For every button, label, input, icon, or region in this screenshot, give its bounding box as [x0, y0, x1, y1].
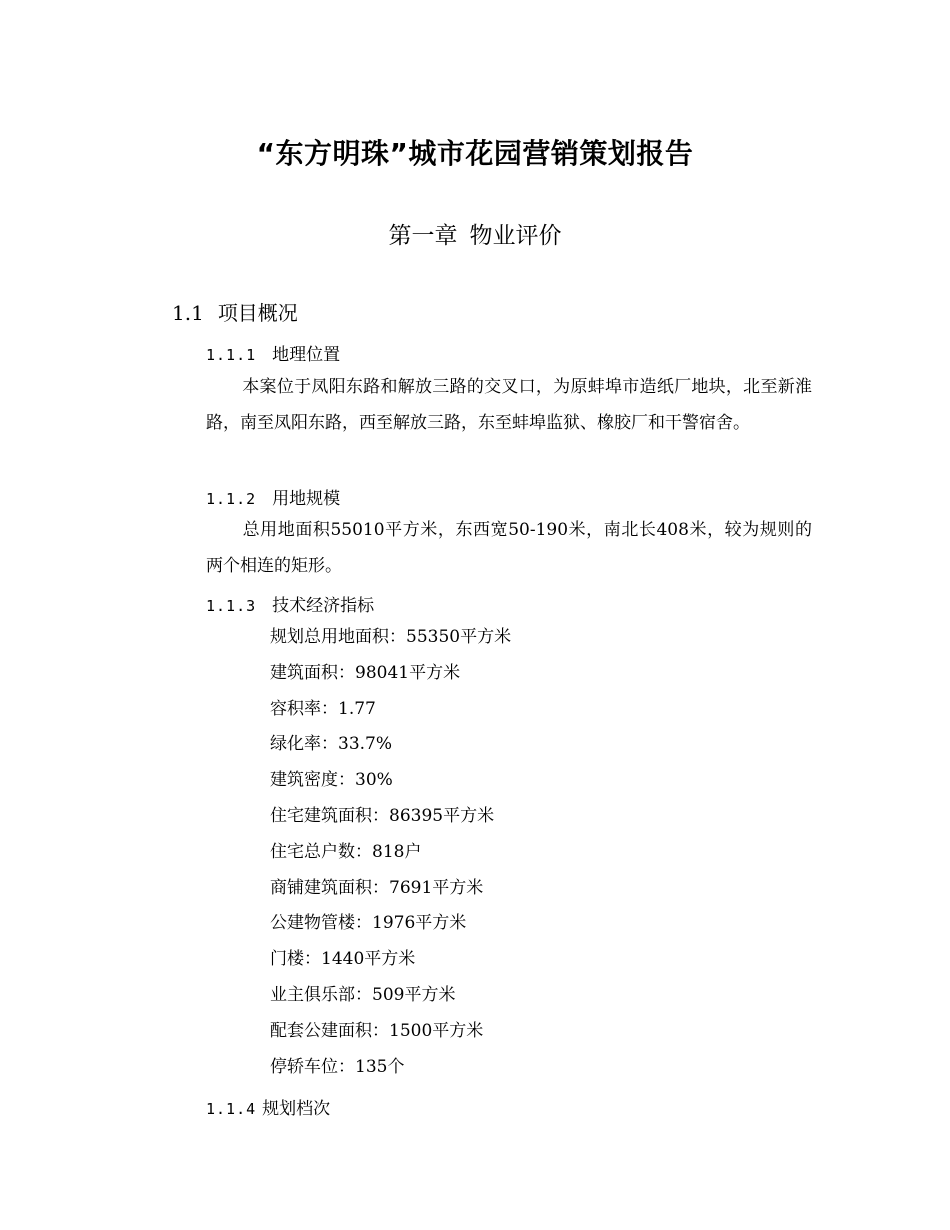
metric-value: 509平方米	[372, 984, 456, 1005]
metric-value: 1976平方米	[372, 913, 467, 934]
list-item	[270, 871, 511, 907]
subsection-number: 1.1.2	[206, 490, 257, 508]
metric-value: 1500平方米	[389, 1020, 484, 1041]
list-item	[270, 942, 511, 978]
subsection-heading-location	[206, 340, 340, 365]
metric-label: 门楼：	[270, 949, 321, 970]
location-text: 本案位于凤阳东路和解放三路的交叉口，为原蚌埠市造纸厂地块，北至新淮路，南至凤阳东路，西至解放三路，东至蚌埠监狱、橡胶厂和干警宿舍。	[206, 377, 812, 433]
list-item	[270, 1014, 511, 1050]
metric-value: 98041平方米	[355, 662, 461, 683]
land-scale-paragraph	[206, 512, 812, 584]
technical-indicators-list	[270, 620, 511, 1085]
metric-label: 建筑面积：	[270, 662, 355, 683]
list-item	[270, 620, 511, 656]
metric-value: 30%	[355, 770, 393, 791]
list-item	[270, 906, 511, 942]
land-scale-text: 总用地面积55010平方米，东西宽50-190米，南北长408米，较为规则的两个相连的矩形。	[206, 520, 812, 576]
metric-label: 公建物管楼：	[270, 913, 372, 934]
subsection-number: 1.1.3	[206, 597, 257, 615]
subsection-title: 地理位置	[272, 345, 341, 365]
metric-label: 建筑密度：	[270, 770, 355, 791]
metric-label: 业主俱乐部：	[270, 984, 372, 1005]
list-item	[270, 727, 511, 763]
list-item	[270, 656, 511, 692]
list-item	[270, 978, 511, 1014]
subsection-title: 技术经济指标	[272, 596, 375, 616]
subsection-title: 规划档次	[262, 1099, 331, 1119]
metric-label: 容积率：	[270, 698, 338, 719]
metric-label: 规划总用地面积：	[270, 627, 406, 647]
metric-label: 停轿车位：	[270, 1056, 355, 1077]
metric-value: 818户	[372, 841, 422, 862]
metric-value: 86395平方米	[389, 805, 495, 826]
subsection-number: 1.1.1	[206, 346, 257, 364]
metric-label: 住宅建筑面积：	[270, 805, 389, 826]
chapter-label: 第一章	[388, 223, 458, 249]
chapter-name: 物业评价	[469, 223, 562, 249]
metric-label: 绿化率：	[270, 734, 338, 755]
subsection-heading-land-scale	[206, 484, 340, 509]
subsection-heading-technical-indicators	[206, 591, 374, 616]
metric-value: 33.7%	[338, 734, 393, 755]
chapter-heading	[0, 217, 950, 250]
metric-value: 135个	[355, 1056, 405, 1077]
list-item	[270, 692, 511, 728]
list-item	[270, 835, 511, 871]
metric-value: 55350平方米	[406, 627, 512, 647]
metric-value: 7691平方米	[389, 877, 484, 898]
metric-label: 住宅总户数：	[270, 841, 372, 862]
metric-label: 商铺建筑面积：	[270, 877, 389, 898]
document-title: “东方明珠”城市花园营销策划报告	[256, 137, 694, 170]
subsection-heading-planning-grade	[206, 1094, 330, 1119]
subsection-title: 用地规模	[272, 489, 341, 509]
metric-value: 1.77	[338, 698, 376, 719]
metric-value: 1440平方米	[321, 949, 416, 970]
list-item	[270, 1050, 511, 1086]
section-heading	[172, 297, 298, 326]
list-item	[270, 763, 511, 799]
subsection-number: 1.1.4	[206, 1100, 257, 1118]
metric-label: 配套公建面积：	[270, 1020, 389, 1041]
section-title: 项目概况	[217, 301, 298, 325]
list-item	[270, 799, 511, 835]
location-paragraph	[206, 369, 812, 441]
section-number: 1.1	[172, 301, 204, 325]
